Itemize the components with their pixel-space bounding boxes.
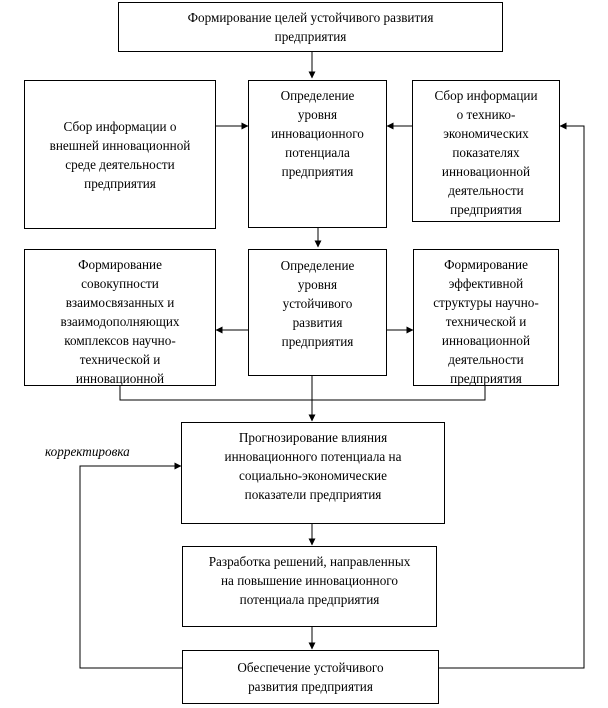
box-goals: Формирование целей устойчивого развития предприятия — [118, 2, 503, 52]
box-decisions: Разработка решений, направленных на повышение инновационного потенциала предприятия — [182, 546, 437, 627]
box-ensuring: Обеспечение устойчивого развития предприятия — [182, 650, 439, 704]
bus-middle-row — [120, 386, 485, 400]
box-innovation-level: Определение уровня инновационного потенциала предприятия — [248, 80, 387, 228]
box-structure: Формирование эффективной структуры научно- технической и инновационной деятельности предприятия — [413, 249, 559, 386]
box-complexes: Формирование совокупности взаимосвязанных и взаимодополняющих комплексов научно- технической и инновационной — [24, 249, 216, 386]
box-tech-econ-info: Сбор информации о технико- экономических показателях инновационной деятельности предприятия — [412, 80, 560, 222]
box-sustainability-level: Определение уровня устойчивого развития предприятия — [248, 249, 387, 376]
feedback-correction-line — [80, 466, 182, 668]
feedback-label-correction: корректировка — [45, 444, 130, 459]
box-forecasting: Прогнозирование влияния инновационного потенциала на социально-экономические показатели предприятия — [181, 422, 445, 524]
box-external-info: Сбор информации о внешней инновационной среде деятельности предприятия — [24, 80, 216, 229]
